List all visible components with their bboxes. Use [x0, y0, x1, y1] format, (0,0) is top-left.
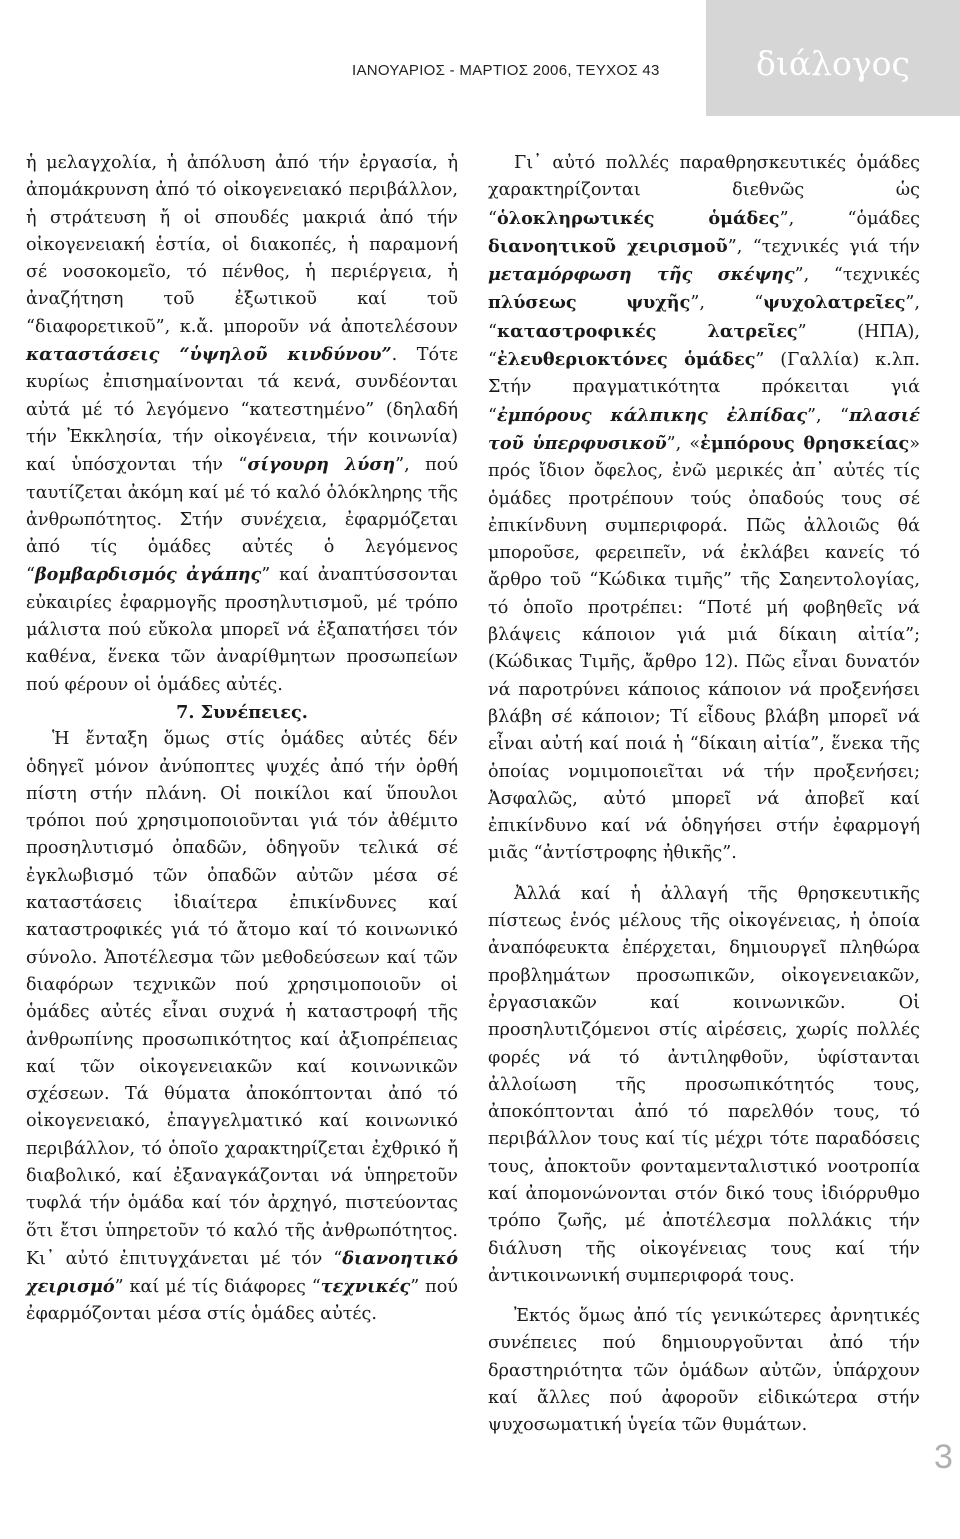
emphasis-love-bombing: βομβαρδισμός ἀγάπης [35, 564, 262, 586]
section-heading: 7. Συνέπειες. [176, 701, 308, 723]
text-run: . Τότε κυρίως ἐπισημαίνονται τά κενά, συνδέονται αὐτά μέ τό λεγόμενο “κατεστημένο” (δηλαδή τήν Ἐκκλησία, τήν οἰκογένεια, τήν κοινωνία) καί ὑπόσχονται τήν “ [26, 345, 458, 476]
emphasis: καταστροφικές λατρεῖες [497, 320, 798, 342]
emphasis-high-risk: καταστάσεις “ὑψηλοῦ κινδύνου” [26, 344, 392, 366]
emphasis: ἐλευθεριοκτόνες ὁμάδες [497, 349, 756, 371]
page-number: 3 [934, 1438, 953, 1476]
text-run: ”, “τεχνικές [794, 265, 920, 286]
text-run: ἡ μελαγχολία, ἡ ἀπόλυση ἀπό τήν ἐργασία, ἡ ἀπομάκρυνση ἀπό τό οἰκογενειακό περιβάλλον, ἡ στράτευση ἤ οἱ σπουδές μακριά ἀπό τήν οἰκογενειακή ἑστία, οἱ διακοπές, ἡ παραμονή σέ νοσοκομεῖο, τό πένθος, ἡ περιέργεια, ἡ ἀναζήτηση τοῦ ἐξωτικοῦ καί τοῦ “διαφορετικοῦ”, κ.ἄ. μποροῦν νά ἀποτελέσουν [26, 153, 458, 337]
emphasis: ψυχολατρεῖες [763, 292, 906, 314]
text-run: ” καί μέ τίς διάφορες “ [114, 1277, 321, 1298]
text-run: » πρός ἴδιον ὄφελος, ἐνῶ μερικές ἀπ᾽ αὐτές τίς ὁμάδες προτρέπουν τούς ὀπαδούς τους σέ ἐπικίνδυνη συμπεριφορά. Πῶς ἀλλοιῶς θά μποροῦσε, φερειπεῖν, νά ἐκλάβει κανείς τό ἄρθρο τοῦ “Κώδικα τιμῆς” τῆς Σαηεντολογίας, τό ὁποῖο προτρέπει: “Ποτέ μή φοβηθεῖς νά βλάψεις κάποιον γιά μιά δίκαιη αἰτία”; (Κώδικας Τιμῆς, ἄρθρο 12). Πῶς εἶναι δυνατόν νά παροτρύνει κάποιος κάποιον νά προξενήσει βλάβη σέ κάποιον; Τί εἶδους βλάβη μπορεῖ νά εἶναι αὐτή καί ποιά ἡ “δίκαιη αἰτία”, ἕνεκα τῆς ὁποίας νομιμοποιεῖται νά τήν προξενήσει; Ἀσφαλῶς, αὐτό μπορεῖ νά ἀποβεῖ καί ἐπικίνδυνο καί νά ὁδηγήσει στήν ἐφαρμογή μιᾶς “ἀντίστροφης ἠθικῆς”. [488, 433, 920, 864]
emphasis-techniques: τεχνικές [320, 1276, 411, 1298]
text-run: ” (Γαλλία) κ.λπ. Στήν πραγματικότητα πρόκειται γιά “ [488, 350, 920, 426]
emphasis: πλασιέ τοῦ ὑπερφυσικοῦ [488, 404, 920, 454]
text-run: ” πού ἐφαρμόζονται μέσα στίς ὁμάδες αὐτές. [26, 1277, 458, 1325]
emphasis: ὁλοκληρωτικές ὁμάδες [497, 207, 780, 229]
text-run: ”, “ [488, 293, 920, 342]
emphasis-mind-control: διανοητικό χειρισμό [26, 1247, 458, 1298]
right-column [488, 150, 920, 1440]
magazine-title: διάλογος [756, 44, 910, 83]
emphasis: πλύσεως ψυχῆς [488, 292, 691, 314]
emphasis: ἐμπόρους θρησκείας [700, 432, 910, 454]
text-run: ”, “ὁμάδες [779, 208, 920, 229]
text-run: ” (ΗΠΑ), “ [488, 321, 920, 371]
left-paragraph-2 [26, 726, 458, 1329]
masthead [706, 0, 960, 116]
left-column [26, 150, 458, 1329]
emphasis: διανοητικοῦ χειρισμοῦ [488, 235, 728, 257]
issue-info: ΙΑΝΟΥΑΡΙΟΣ - ΜΑΡΤΙΟΣ 2006, ΤΕΥΧΟΣ 43 [352, 62, 660, 79]
emphasis: ἐμπόρους κάλπικης ἐλπίδας [497, 404, 808, 426]
right-paragraph-1 [488, 150, 920, 868]
left-paragraph-1 [26, 150, 458, 699]
text-run: Ἡ ἔνταξη ὅμως στίς ὁμάδες αὐτές δέν ὁδηγεῖ μόνον ἀνύποπτες ψυχές ἀπό τήν ὀρθή πίστη στήν πλάνη. Οἱ ποικίλοι καί ὕπουλοι τρόποι πού χρησιμοποιοῦνται γιά τόν ἀθέμιτο προσηλυτισμό ὀπαδῶν, ὁδηγοῦν τελικά σέ ἐγκλωβισμό τῶν ὀπαδῶν αὐτῶν μέσα σέ καταστάσεις ἰδιαίτερα ἐπικίνδυνες καί καταστροφικές γιά τό ἄτομο καί τό κοινωνικό σύνολο. Ἀποτέλεσμα τῶν μεθοδεύσεων καί τῶν διαφόρων τεχνικῶν πού χρησιμοποιοῦν οἱ ὁμάδες αὐτές εἶναι συχνά ἡ καταστροφή τῆς ἀνθρωπίνης προσωπικότητος καί ἀξιοπρέπειας καί τῶν οἰκογενειακῶν καί κοινωνικῶν σχέσεων. Τά θύματα ἀποκόπτονται ἀπό τό οἰκογενειακό, ἐπαγγελματικό καί κοινωνικό περιβάλλον, τό ὁποῖο χαρακτηρίζεται ἐχθρικό ἤ διαβολικό, καί ἐξαναγκάζονται νά ὑπηρετοῦν τυφλά τήν ὁμάδα καί τόν ἀρχηγό, πιστεύοντας ὅτι ἔτσι ὑπηρετοῦν τό καλό τῆς ἀνθρωπότητος. Κι᾽ αὐτό ἐπιτυγχάνεται μέ τόν “ [26, 729, 458, 1269]
text-run: ” καί ἀναπτύσσονται εὐκαιρίες ἐφαρμογῆς προσηλυτισμοῦ, μέ τρόπο μάλιστα πού εὔκολα μπορεῖ νά ἐξαπατήσει τόν καθένα, ἕνεκα τῶν ἀναρίθμητων προσωπείων πού φέρουν οἱ ὁμάδες αὐτές. [26, 565, 458, 695]
emphasis: μεταμόρφωση τῆς σκέψης [488, 264, 795, 286]
right-paragraph-3: Ἐκτός ὅμως ἀπό τίς γενικώτερες ἀρνητικές συνέπειες πού δημιουργοῦνται ἀπό τήν δραστηριότητα τῶν ὁμάδων αὐτῶν, ὑπάρχουν καί ἄλλες πού ἀφοροῦν εἰδικώτερα στήν ψυχοσωματική ὑγεία τῶν θυμάτων. [488, 1306, 920, 1436]
text-run: ”, πού ταυτίζεται ἀκόμη καί μέ τό καλό ὁλόκληρης τῆς ἀνθρωπότητος. Στήν συνέχεια, ἐφαρμόζεται ἀπό τίς ὁμάδες αὐτές ὁ λεγόμενος “ [26, 455, 459, 586]
right-paragraph-2: Ἀλλά καί ἡ ἀλλαγή τῆς θρησκευτικῆς πίστεως ἑνός μέλους τῆς οἰκογένειας, ἡ ὁποία ἀναπόφευκτα ἐπέρχεται, δημιουργεῖ πληθώρα προβλημάτων προσωπικῶν, οἰκογενειακῶν, ἐργασιακῶν καί κοινωνικῶν. Οἱ προσηλυτιζόμενοι στίς αἱρέσεις, χωρίς πολλές φορές νά τό ἀντιληφθοῦν, ὑφίστανται ἀλλοίωση τῆς προσωπικότητός τους, ἀποκόπτονται ἀπό τό παρελθόν τους, τό περιβάλλον τους καί τίς μέχρι τότε παραδόσεις τους, ἀποκτοῦν φονταμενταλιστικό νοοτροπία καί ἀπομονώνονται στόν δικό τους ἰδιόρρυθμο τρόπο ζωῆς, μέ ἀποτέλεσμα πολλάκις τήν διάλυση τῆς οἰκογένειας τους καί τήν ἀντικοινωνική συμπεριφορά τους. [488, 883, 920, 1286]
emphasis-sure-solution: σίγουρη λύση [247, 454, 396, 476]
text-run: Γι᾽ αὐτό πολλές παραθρησκευτικές ὁμάδες χαρακτηρίζονται διεθνῶς ὡς “ [488, 153, 920, 229]
text-run: ”, « [666, 433, 701, 454]
text-run: ”, “ [807, 405, 850, 426]
text-run: ”, “ [690, 293, 764, 314]
text-run: ”, “τεχνικές γιά τήν [727, 236, 920, 257]
